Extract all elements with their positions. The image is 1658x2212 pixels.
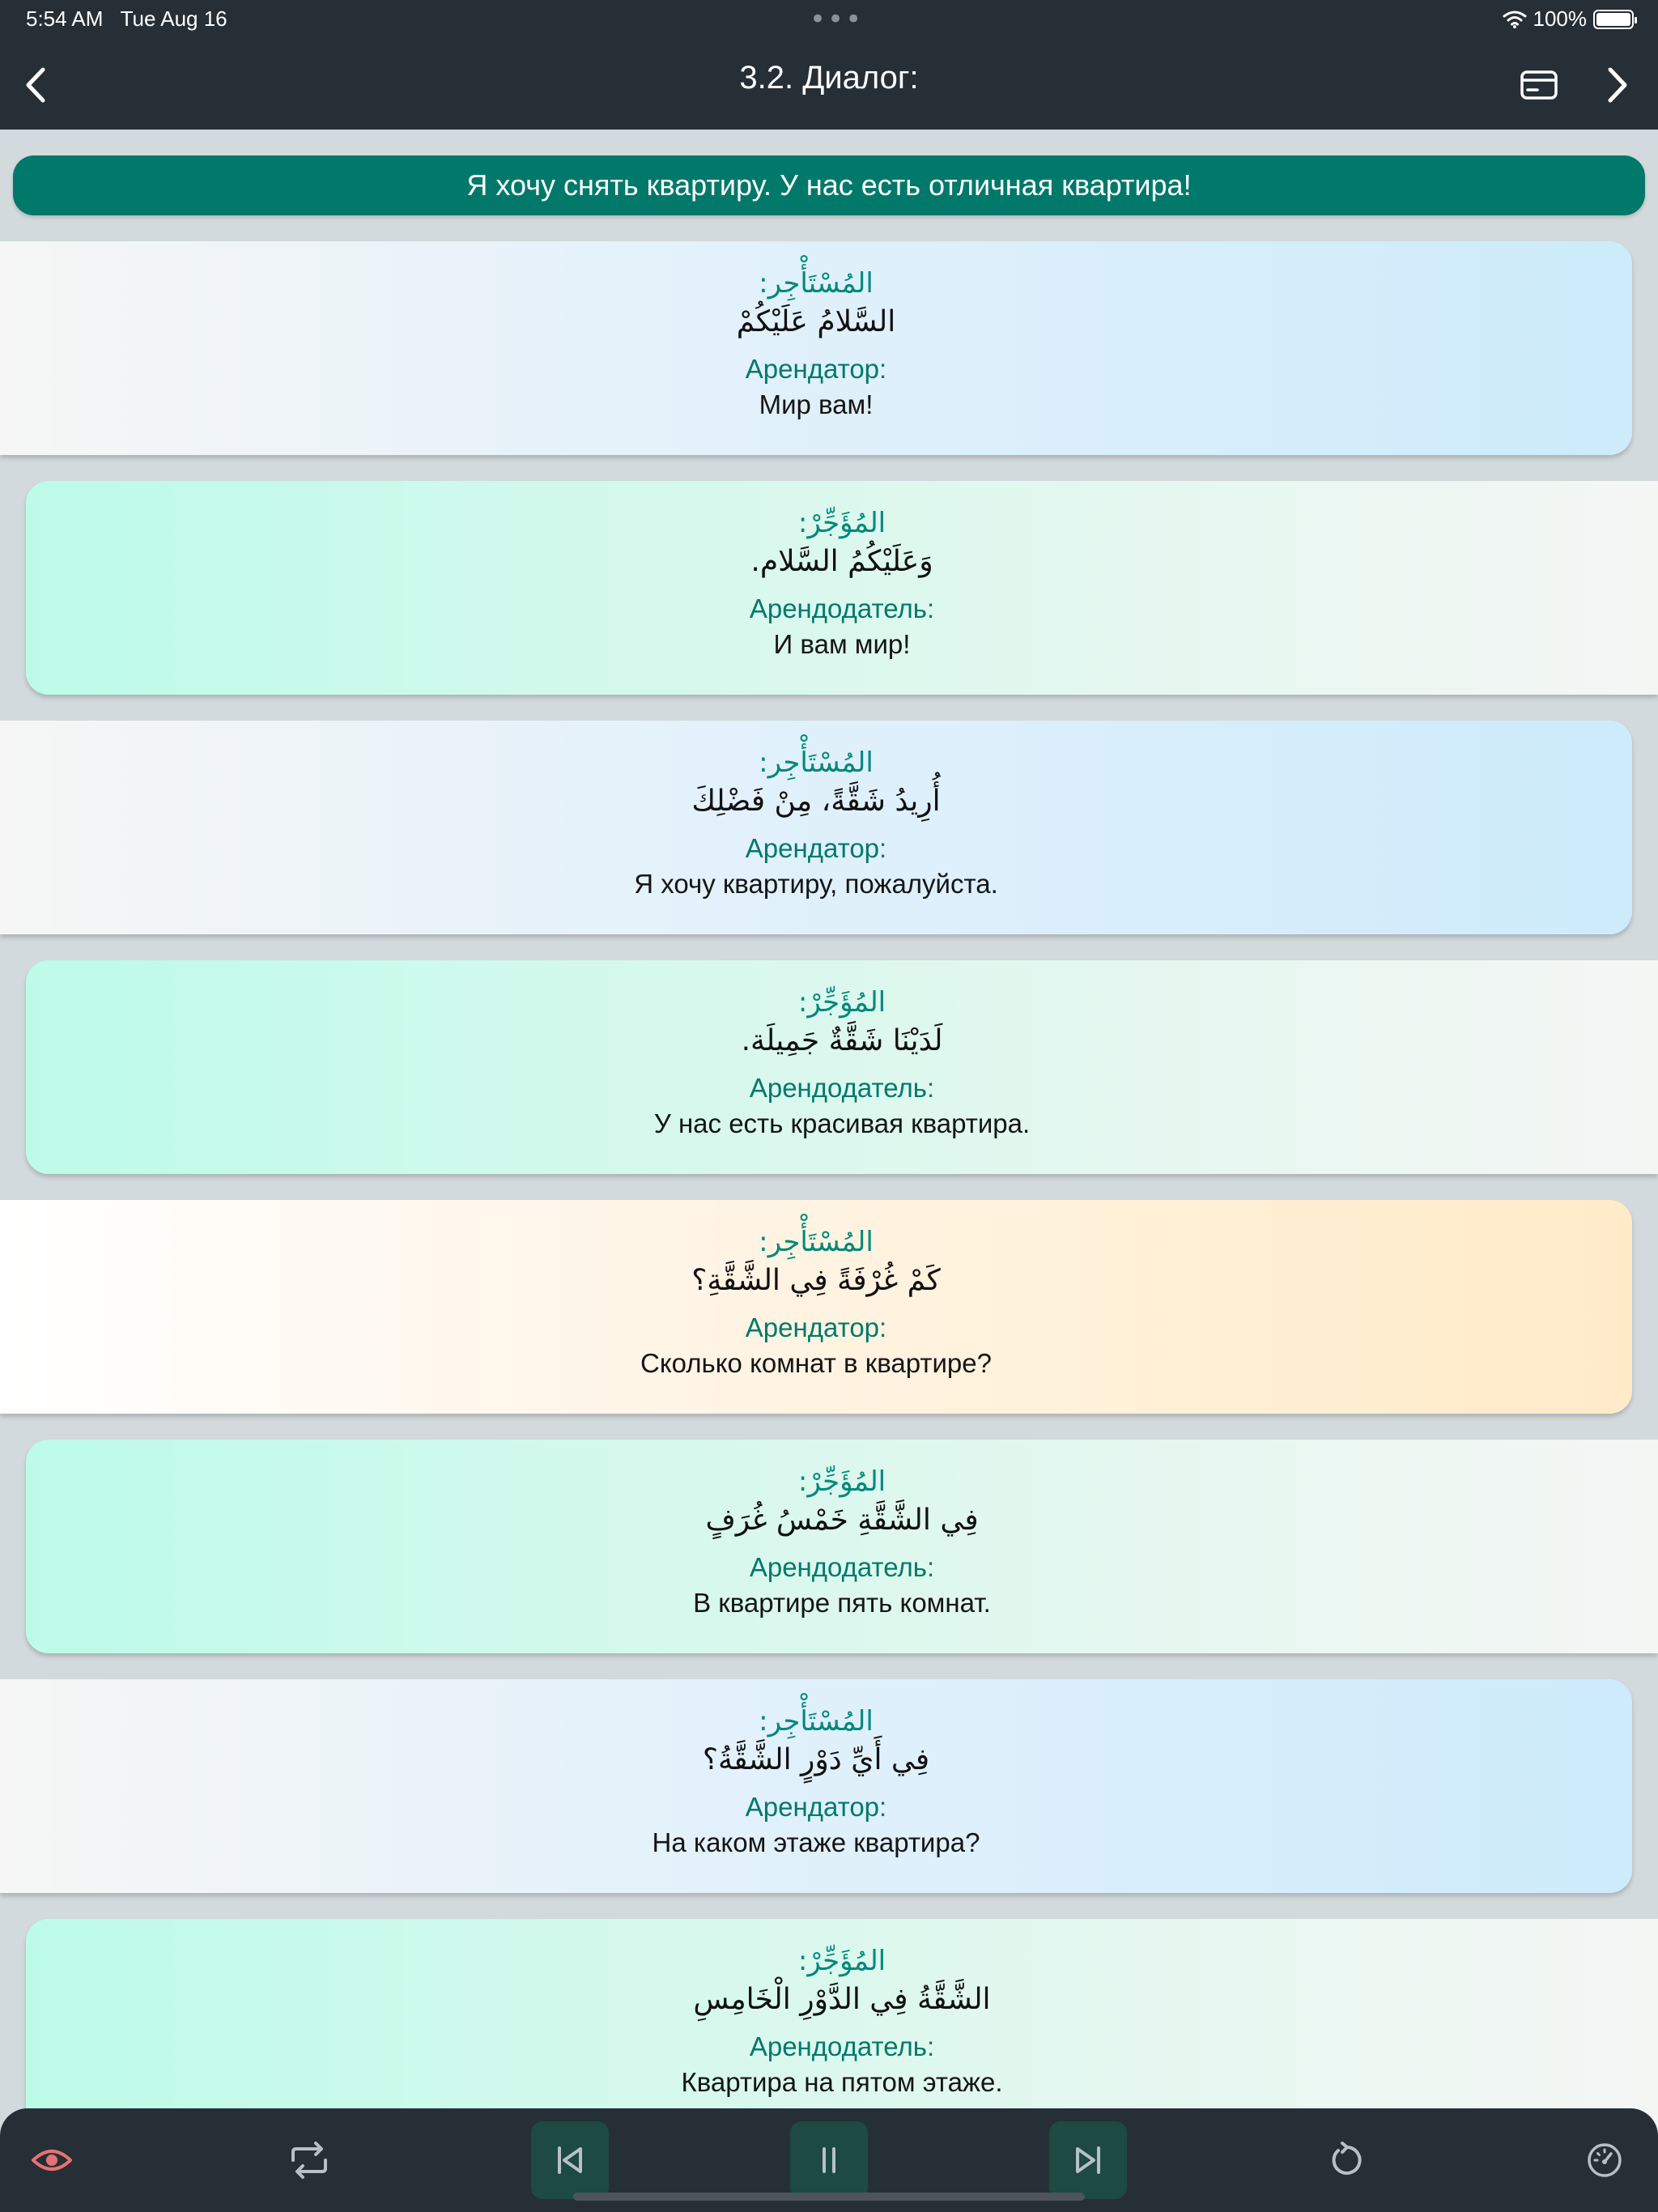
phrase-russian: Мир вам! — [759, 389, 874, 419]
phrase-russian: Я хочу квартиру, пожалуйста. — [634, 869, 998, 899]
speaker-russian: Арендодатель: — [749, 593, 935, 623]
repeat-button[interactable] — [270, 2121, 348, 2199]
wifi-icon — [1503, 10, 1527, 29]
status-time — [26, 6, 227, 32]
dialogue-card[interactable] — [0, 241, 1632, 455]
speaker-russian: Арендодатель: — [749, 1073, 935, 1103]
speaker-russian: Арендатор: — [745, 354, 887, 384]
battery-percent: 100% — [1533, 6, 1587, 31]
flashcards-button[interactable] — [1511, 57, 1567, 113]
phrase-russian: И вам мир! — [773, 629, 911, 659]
status-indicators — [1503, 6, 1635, 32]
speaker-russian: Арендатор: — [745, 1792, 887, 1822]
card-icon — [1520, 69, 1558, 101]
multitasking-dots[interactable]: ••• — [810, 3, 864, 36]
speaker-arabic: المُسْتَأْجِر: — [759, 1705, 874, 1738]
speaker-arabic: المُؤَجِّرْ: — [797, 507, 886, 539]
status-clock: 5:54 AM — [26, 6, 104, 31]
show-translation-button[interactable] — [13, 2121, 91, 2199]
phrase-russian: Квартира на пятом этаже. — [681, 2067, 1003, 2097]
speaker-arabic: المُؤَجِّرْ: — [797, 986, 886, 1019]
dialogue-card[interactable] — [0, 721, 1632, 934]
phrase-arabic: كَمْ غُرْفَةً فِي الشَّقَّةِ؟ — [691, 1264, 941, 1297]
chevron-right-icon — [1601, 66, 1633, 104]
dialogue-card[interactable] — [26, 481, 1658, 695]
replay-icon — [1329, 2142, 1366, 2179]
phrase-arabic: أُرِيدُ شَقَّةً، مِنْ فَضْلِكَ — [691, 785, 941, 818]
phrase-arabic: السَّلامُ عَلَيْكُمْ — [736, 305, 896, 338]
dialogue-card[interactable] — [0, 1679, 1632, 1893]
dialogue-card-active[interactable] — [0, 1200, 1632, 1414]
speaker-arabic: المُؤَجِّرْ: — [797, 1465, 886, 1498]
replay-button[interactable] — [1308, 2121, 1386, 2199]
skip-forward-icon — [1072, 2144, 1104, 2176]
phrase-russian: У нас есть красивая квартира. — [653, 1108, 1031, 1138]
battery-icon — [1593, 10, 1634, 29]
speaker-arabic: المُسْتَأْجِر: — [759, 1226, 874, 1258]
phrase-arabic: فِي الشَّقَّةِ خَمْسُ غُرَفٍ — [705, 1504, 979, 1537]
speaker-arabic: المُسْتَأْجِر: — [759, 267, 874, 300]
speaker-russian: Арендатор: — [745, 1312, 887, 1342]
eye-icon — [31, 2146, 73, 2175]
forward-button[interactable] — [1588, 57, 1645, 113]
phrase-arabic: فِي أَيِّ دَوْرٍ الشَّقَّةُ؟ — [702, 1743, 930, 1776]
dialogue-card[interactable] — [26, 960, 1658, 1174]
speaker-arabic: المُسْتَأْجِر: — [759, 747, 874, 779]
pause-button[interactable] — [790, 2121, 868, 2199]
phrase-russian: В квартире пять комнат. — [693, 1588, 991, 1618]
speed-button[interactable] — [1566, 2121, 1643, 2199]
repeat-icon — [288, 2141, 330, 2180]
dialogue-card[interactable] — [26, 1440, 1658, 1653]
status-date: Tue Aug 16 — [120, 6, 227, 31]
dialogue-card[interactable] — [26, 1919, 1658, 2133]
home-indicator[interactable] — [573, 2193, 1085, 2201]
phrase-arabic: الشَّقَّةُ فِي الدَّوْرِ الْخَامِسِ — [693, 1983, 991, 2016]
phrase-arabic: لَدَيْنَا شَقَّةٌ جَمِيلَة. — [741, 1024, 943, 1057]
top-bar — [0, 0, 1658, 130]
page-title: 3.2. Диалог: — [739, 60, 919, 96]
pause-icon — [813, 2144, 845, 2176]
speaker-russian: Арендатор: — [745, 833, 887, 863]
phrase-russian: На каком этаже квартира? — [652, 1827, 980, 1857]
lesson-banner: Я хочу снять квартиру. У нас есть отличная квартира! — [13, 155, 1645, 215]
previous-button[interactable] — [531, 2121, 609, 2199]
next-button[interactable] — [1049, 2121, 1127, 2199]
phrase-russian: Сколько комнат в квартире? — [640, 1348, 992, 1378]
speaker-russian: Арендодатель: — [749, 2031, 935, 2061]
speaker-arabic: المُؤَجِّرْ: — [797, 1945, 886, 1977]
skip-back-icon — [554, 2144, 586, 2176]
speaker-russian: Арендодатель: — [749, 1552, 935, 1582]
speed-icon — [1586, 2142, 1623, 2179]
phrase-arabic: وَعَلَيْكُمُ السَّلام. — [750, 545, 933, 578]
